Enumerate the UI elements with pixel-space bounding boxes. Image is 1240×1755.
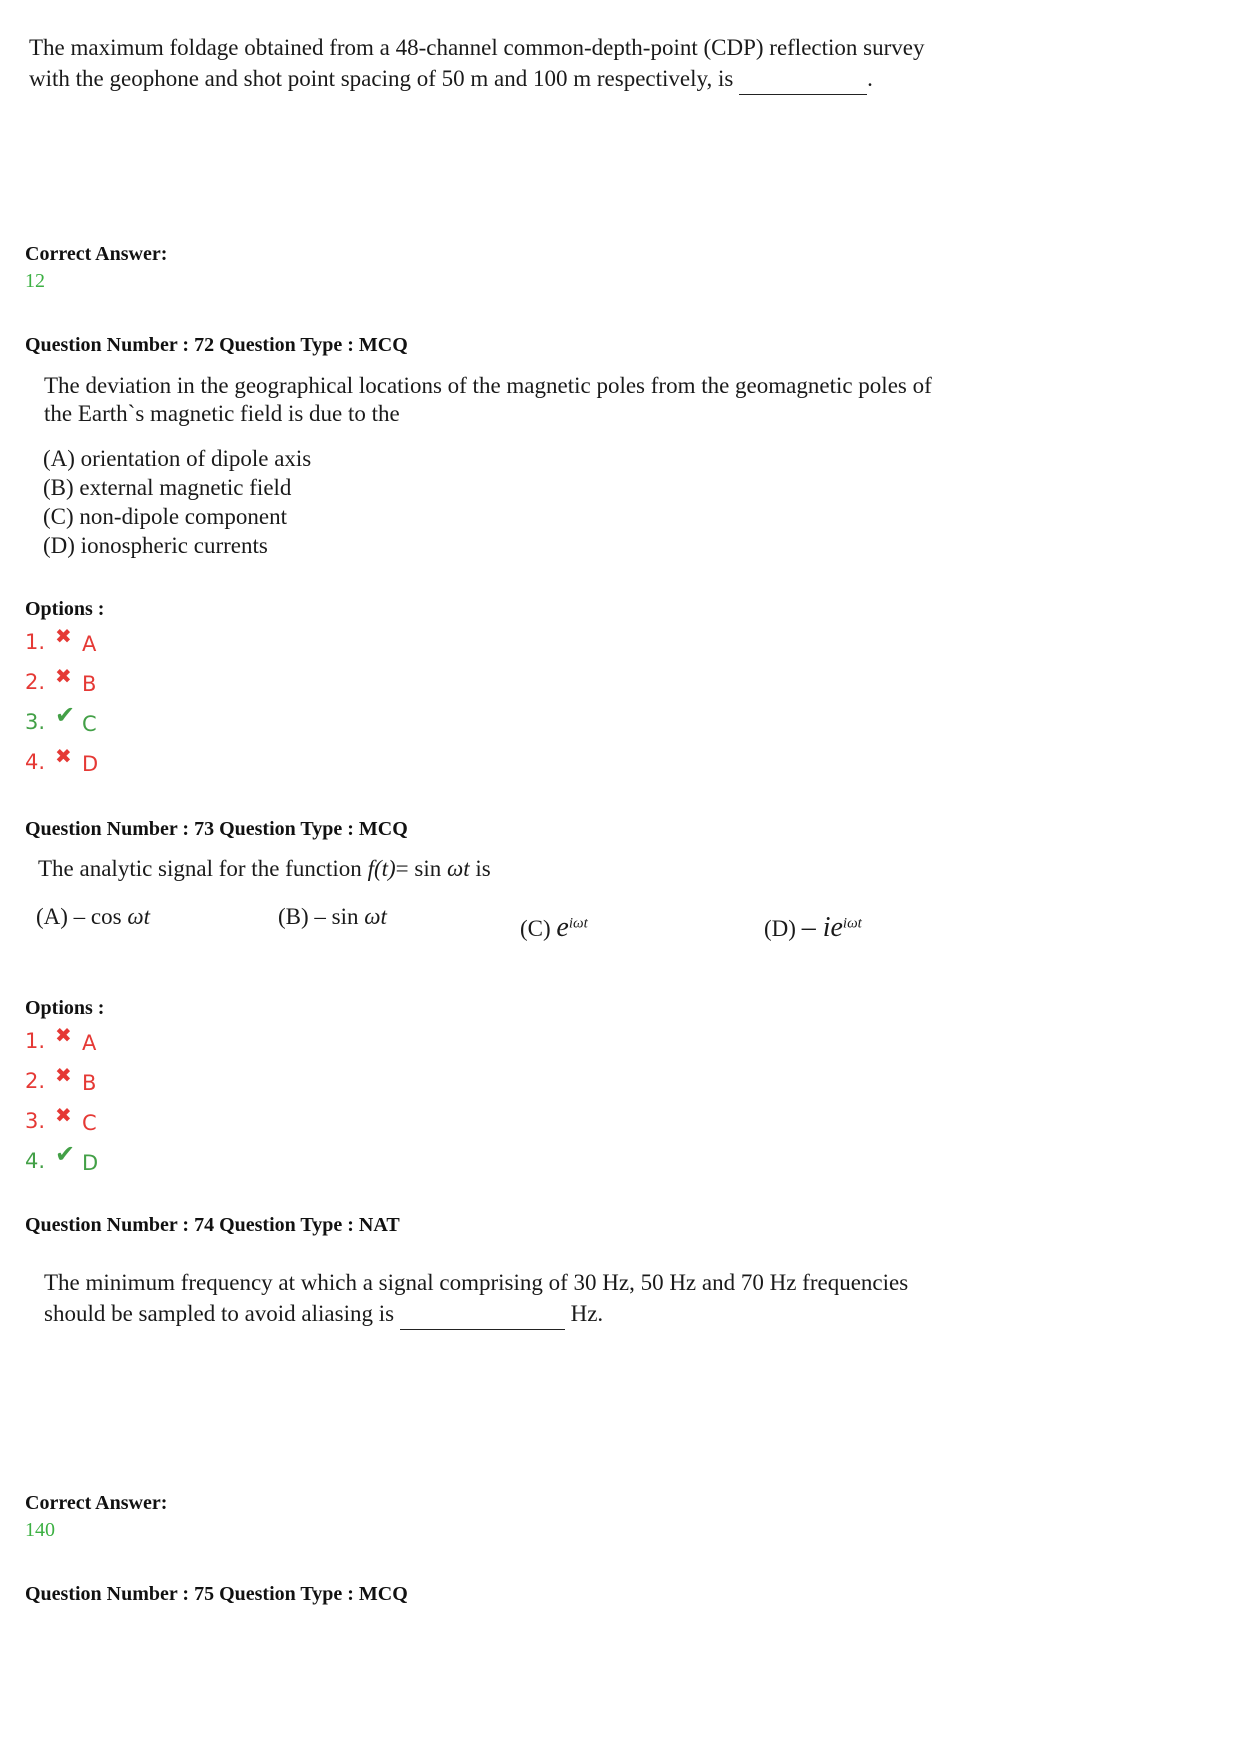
q73-stem-function: f(t) [367,856,396,881]
q71-line-1: The maximum foldage obtained from a 48-channel common-depth-point (CDP) reflection survey [29,35,925,60]
q73-option-4-number: 4. [25,1149,46,1173]
q73-choice-d-base: – ie [801,912,843,943]
q72-header: Question Number : 72 Question Type : MCQ [25,334,408,356]
q73-choice-c-label: (C) [520,916,557,941]
q72-option-2-number: 2. [25,670,46,694]
q71-answer-blank [739,63,867,95]
q73-option-4-letter: D [82,1151,99,1175]
checkmark-icon: ✔ [55,701,76,729]
cross-icon: ✖ [55,1103,72,1127]
q73-stem-equals: = sin [395,856,447,881]
q71-question-text [29,32,924,95]
q72-choice-c: (C) non-dipole component [43,504,288,529]
q73-choice-c [520,912,588,944]
q73-options-label: Options : [25,997,105,1019]
q73-option-1-number: 1. [25,1029,46,1053]
q73-choice-b-math: ωt [364,904,387,929]
q72-choice-a: (A) orientation of dipole axis [43,446,312,471]
cross-icon: ✖ [55,1023,72,1047]
q75-header: Question Number : 75 Question Type : MCQ [25,1583,408,1605]
q73-choice-a-label: (A) – cos [36,904,128,929]
q74-line-2-text: should be sampled to avoid aliasing is [44,1301,395,1326]
q73-choice-b-label: (B) – sin [278,904,365,929]
q73-option-1[interactable] [25,1023,225,1063]
q73-options-list [25,1023,225,1183]
q72-choice-b: (B) external magnetic field [43,475,292,500]
q74-header: Question Number : 74 Question Type : NAT [25,1214,400,1236]
q74-line-2 [44,1298,908,1330]
q73-choice-d [764,912,862,944]
q72-option-3[interactable] [25,701,225,744]
q72-option-1[interactable] [25,624,225,664]
q73-choice-c-exponent: iωt [568,915,588,932]
q73-header: Question Number : 73 Question Type : MCQ [25,818,408,840]
q73-option-1-letter: A [82,1031,97,1055]
q74-line-1: The minimum frequency at which a signal comprising of 30 Hz, 50 Hz and 70 Hz frequencies [44,1270,909,1295]
q74-correct-answer-value: 140 [25,1519,55,1541]
cross-icon: ✖ [55,664,72,688]
q72-question-text [44,370,932,427]
q72-option-4-number: 4. [25,750,46,774]
cross-icon: ✖ [55,1063,72,1087]
checkmark-icon: ✔ [55,1140,76,1168]
q73-stem-omega: ωt [446,856,470,881]
q73-option-3-number: 3. [25,1109,46,1133]
q73-choice-d-exponent: iωt [842,915,862,932]
q73-choice-c-base: e [556,912,569,943]
q72-option-1-number: 1. [25,630,46,654]
q72-choices [43,444,311,560]
q71-correct-answer-label: Correct Answer: [25,243,168,265]
q73-choice-d-label: (D) [764,916,802,941]
q71-line-2 [29,63,924,95]
q73-option-3-letter: C [82,1111,97,1135]
q72-option-4[interactable] [25,744,225,784]
q72-option-2[interactable] [25,664,225,704]
q74-answer-blank [400,1298,565,1330]
q72-option-1-letter: A [82,632,97,656]
cross-icon: ✖ [55,744,72,768]
q72-options-list [25,624,225,784]
q72-line-1: The deviation in the geographical locations of the magnetic poles from the geomagnetic poles of [44,373,932,398]
q73-option-3[interactable] [25,1103,225,1143]
cross-icon: ✖ [55,624,72,648]
q72-option-3-number: 3. [25,710,46,734]
q74-unit: Hz. [570,1301,604,1326]
q71-correct-answer-value: 12 [25,270,45,292]
q73-choice-a-math: ωt [127,904,150,929]
q73-stem-prefix: The analytic signal for the function [38,856,362,881]
q72-choice-d: (D) ionospheric currents [43,533,268,558]
q73-option-2[interactable] [25,1063,225,1103]
q74-question-text [44,1267,908,1330]
q73-option-2-letter: B [82,1071,97,1095]
q72-options-label: Options : [25,598,105,620]
q73-choice-b [278,904,387,930]
q72-option-4-letter: D [82,752,99,776]
q74-correct-answer-label: Correct Answer: [25,1492,168,1514]
q72-line-2: the Earth`s magnetic field is due to the [44,401,400,426]
q73-option-2-number: 2. [25,1069,46,1093]
q73-option-4[interactable] [25,1140,225,1183]
q73-stem-suffix: is [469,856,491,881]
q72-option-2-letter: B [82,672,97,696]
q72-option-3-letter: C [82,712,97,736]
q73-choice-a [36,904,150,930]
q71-line-end: . [867,66,873,91]
q71-line-2-text: with the geophone and shot point spacing of 50 m and 100 m respectively, is [29,66,734,91]
q73-question-text [38,853,491,884]
